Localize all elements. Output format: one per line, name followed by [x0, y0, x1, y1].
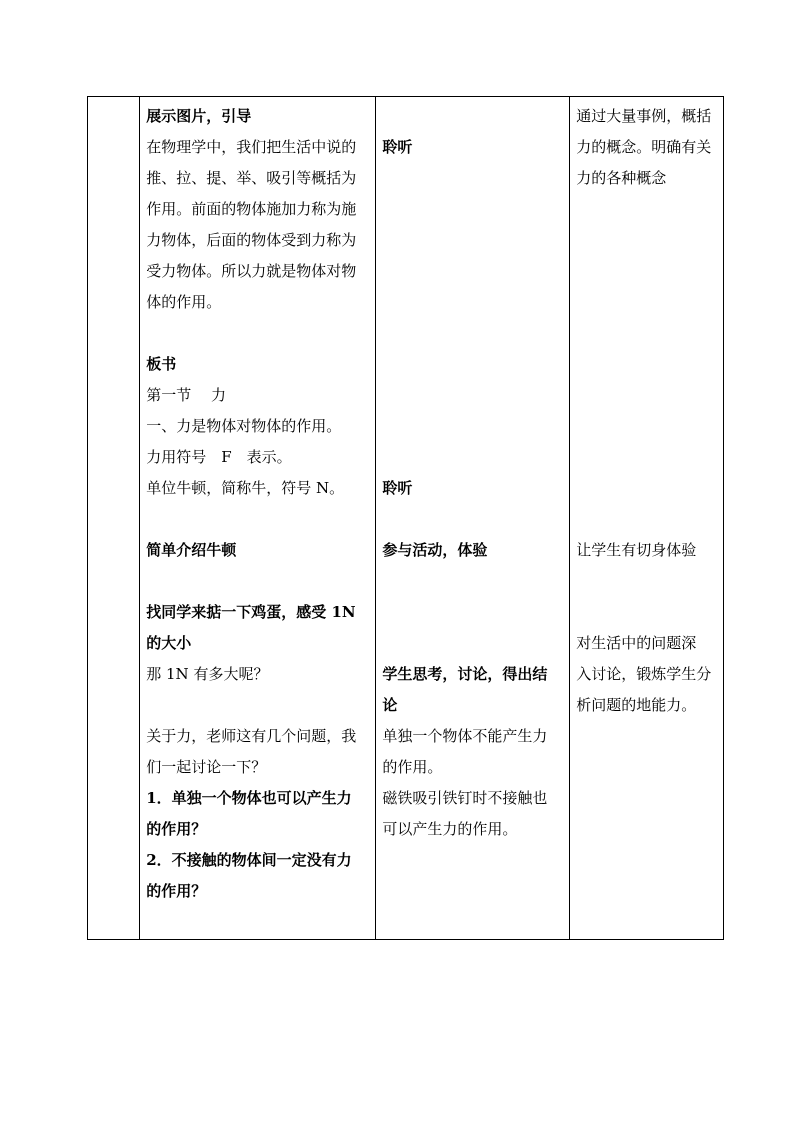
think-line: 学生思考，讨论，得出结: [382, 665, 548, 683]
blank-column: [88, 97, 140, 940]
answer-line: 可以产生力的作用。: [382, 820, 518, 838]
analysis-line: 析问题的地能力。: [576, 696, 697, 714]
intro-line: 推、拉、提、举、吸引等概括为: [146, 169, 357, 187]
concept-line: 力的概念。明确有关: [576, 138, 712, 156]
board-line: 一、力是物体对物体的作用。: [146, 417, 342, 435]
intro-line: 力物体，后面的物体受到力称为: [146, 231, 357, 249]
question-line: 那 1N 有多大呢？: [146, 665, 269, 683]
intro-line: 在物理学中，我们把生活中说的: [146, 138, 357, 156]
listen-label: 聆听: [382, 138, 413, 156]
discuss-line: 们一起讨论一下？: [146, 758, 267, 776]
analysis-line: 入讨论，锻炼学生分: [576, 665, 712, 683]
intro-line: 体的作用。: [146, 293, 222, 311]
student-activity-column: [376, 97, 570, 940]
board-line: 第一节 力: [146, 386, 227, 404]
answer-line: 单独一个物体不能产生力: [382, 727, 548, 745]
teacher-activity-column: [140, 97, 376, 940]
listen-label: 聆听: [382, 479, 413, 497]
think-line: 论: [382, 696, 398, 714]
activity-line: 找同学来掂一下鸡蛋，感受 1N: [146, 603, 356, 621]
concept-line: 通过大量事例，概括: [576, 107, 712, 125]
experience-line: 让学生有切身体验: [576, 541, 697, 559]
activity-line: 的大小: [146, 634, 192, 652]
intro-line: 受力物体。所以力就是物体对物: [146, 262, 357, 280]
table-row: [88, 97, 724, 940]
intro-line: 作用。前面的物体施加力称为施: [146, 200, 357, 218]
question-1-line: 1．单独一个物体也可以产生力: [146, 789, 352, 807]
question-2-line: 2．不接触的物体间一定没有力: [146, 851, 352, 869]
heading-blackboard: 板书: [146, 355, 177, 373]
heading-newton-intro: 简单介绍牛顿: [146, 541, 237, 559]
board-line: 力用符号 F 表示。: [146, 448, 292, 466]
concept-line: 力的各种概念: [576, 169, 667, 187]
participate-label: 参与活动，体验: [382, 541, 488, 559]
discuss-line: 关于力，老师这有几个问题，我: [146, 727, 357, 745]
answer-line: 的作用。: [382, 758, 443, 776]
answer-line: 磁铁吸引铁钉时不接触也: [382, 789, 548, 807]
question-2-line: 的作用？: [146, 882, 207, 900]
analysis-line: 对生活中的问题深: [576, 634, 697, 652]
question-1-line: 的作用？: [146, 820, 207, 838]
heading-show-pictures: 展示图片，引导: [146, 107, 252, 125]
board-line: 单位牛顿，简称牛，符号 N。: [146, 479, 345, 497]
design-intent-column: [570, 97, 724, 940]
lesson-plan-table: [87, 96, 724, 940]
